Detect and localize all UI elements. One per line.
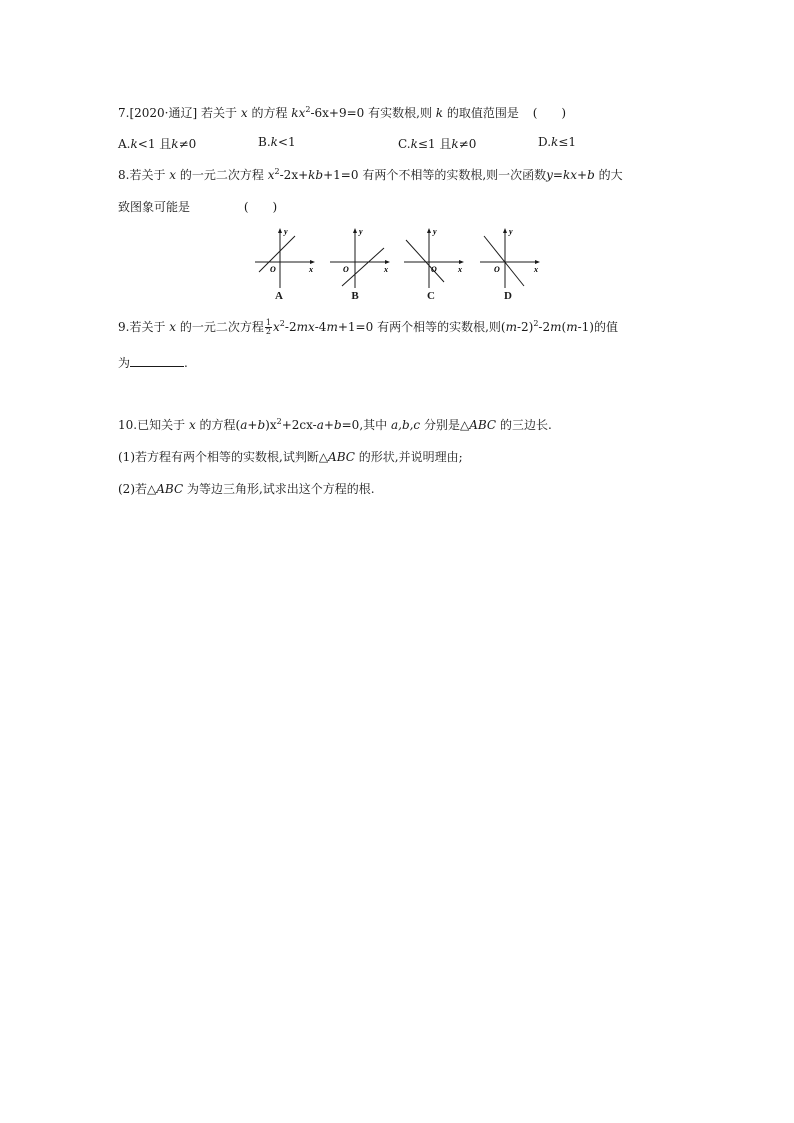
graph-b-label: B <box>351 290 359 302</box>
question-8-line-2: 致图象可能是 ( ) <box>118 200 278 214</box>
answer-paren: ( ) <box>243 200 278 214</box>
q7-source: [2020·通辽] <box>129 106 198 120</box>
axis-x-label: x <box>458 265 462 274</box>
axis-y-label: y <box>433 227 437 236</box>
question-9-line-2: 为 . <box>118 356 188 370</box>
answer-paren: ( ) <box>532 106 567 120</box>
graph-b <box>330 226 392 288</box>
q7-option-b: B.k<1 <box>258 135 296 149</box>
q8-number: 8. <box>118 168 130 182</box>
question-9: 9.若关于 x 的一元二次方程 $\frac{1}{2}$ $x^2-2mx-4m+1=0$ 有两个相等的实数根,则$(m-2)^2-2m(m-1)$的值 <box>118 318 618 336</box>
axis-x-label: x <box>384 265 388 274</box>
q7-option-c: C.k≤1 且k≠0 <box>398 137 477 151</box>
q9-number: 9. <box>118 320 130 334</box>
axis-x-label: x <box>309 265 313 274</box>
origin-label: O <box>431 265 437 274</box>
answer-blank[interactable] <box>130 356 184 367</box>
graph-c <box>404 226 466 288</box>
graph-d <box>480 226 542 288</box>
question-10-part-2: (2)若△ABC 为等边三角形,试求出这个方程的根. <box>118 482 375 496</box>
axis-y-label: y <box>509 227 513 236</box>
q7-option-a: A.k<1 且k≠0 <box>118 137 197 151</box>
question-10-part-1: (1)若方程有两个相等的实数根,试判断△ABC 的形状,并说明理由; <box>118 450 463 464</box>
axis-y-label: y <box>359 227 363 236</box>
q7-option-d: D.k≤1 <box>538 135 576 149</box>
graph-a <box>255 226 317 288</box>
origin-label: O <box>270 265 276 274</box>
graph-d-label: D <box>504 290 512 302</box>
question-7: 7.[2020·通辽] 若关于 x 的方程 $kx^2-6x+9=0$ 有实数根,则 k 的取值范围是 ( ) <box>118 105 567 120</box>
q7-number: 7. <box>118 106 130 120</box>
q10-number: 10. <box>118 418 138 432</box>
fraction-one-half: $\frac{1}{2}$ <box>265 318 272 336</box>
origin-label: O <box>343 265 349 274</box>
axis-x-label: x <box>534 265 538 274</box>
question-8: 8.若关于 x 的一元二次方程 $x^2-2x+kb+1=0$ 有两个不相等的实数根,则一次函数y=kx+b 的大 <box>118 167 623 182</box>
graph-a-label: A <box>275 290 283 302</box>
axis-y-label: y <box>284 227 288 236</box>
graph-c-label: C <box>427 290 435 302</box>
question-10: 10.已知关于 x 的方程$(a+b)x^2+2cx-a+b=0$,其中 a,b,c 分别是△ABC 的三边长. <box>118 417 552 432</box>
origin-label: O <box>494 265 500 274</box>
